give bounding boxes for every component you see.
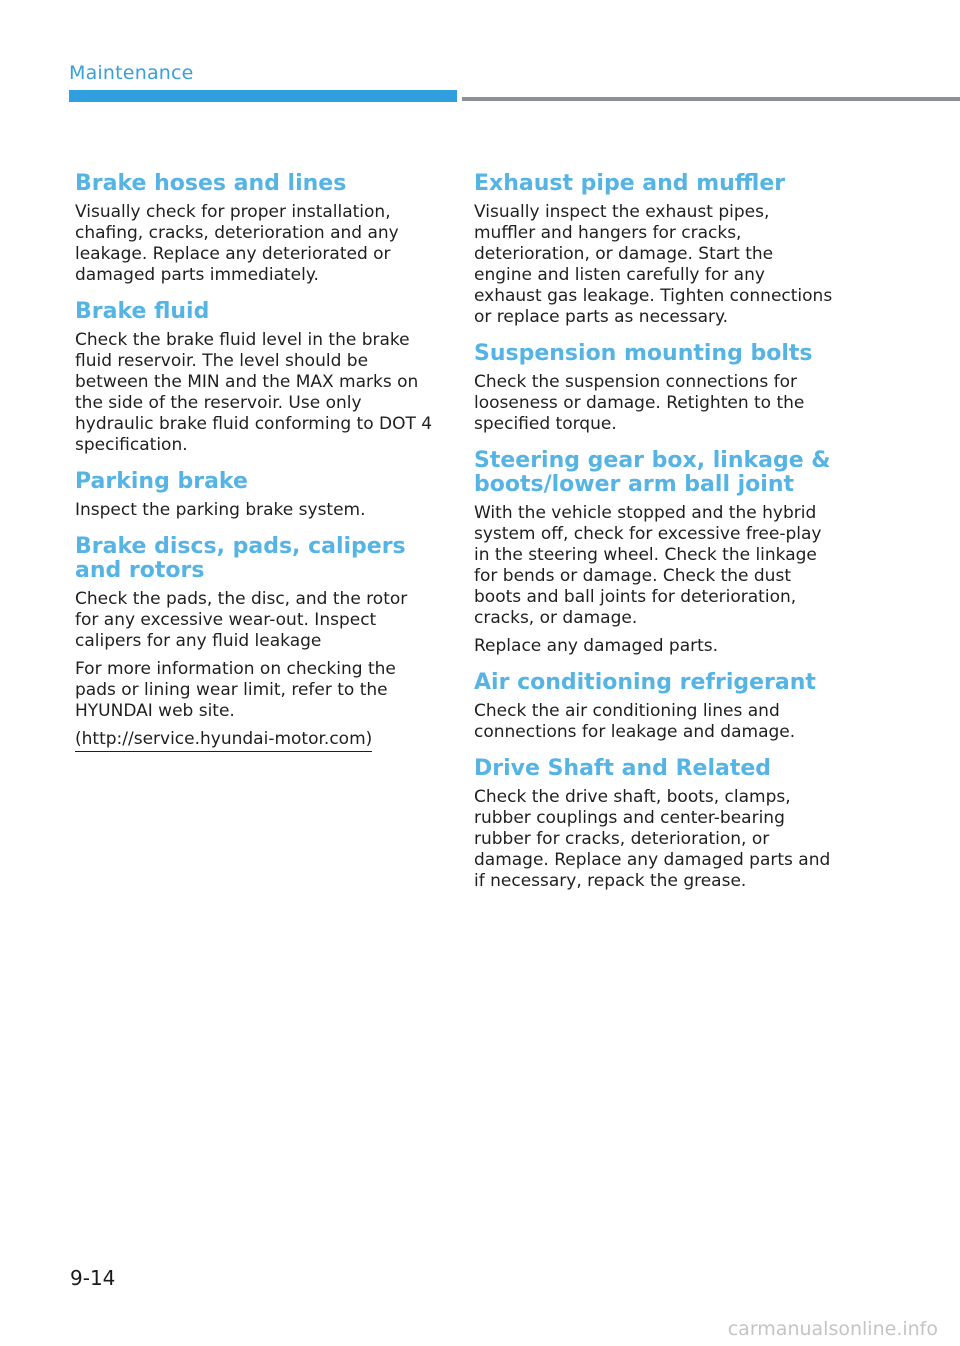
section-paragraph: Visually inspect the exhaust pipes, muffler and hangers for cracks, deterioration, or damage. Start the engine and listen carefully for any exhaust gas leakage. Tighten connections or replace parts as necessary.: [474, 202, 833, 327]
section-heading: Brake hoses and lines: [75, 171, 347, 196]
header-section-title: Maintenance: [69, 62, 194, 84]
header-accent-bar: [69, 90, 457, 102]
section-heading: Brake fluid: [75, 299, 210, 324]
section-brake-discs: [75, 535, 435, 752]
service-link[interactable]: (http://service.hyundai-motor.com): [75, 729, 372, 752]
section-paragraph: Check the pads, the disc, and the rotor for any excessive wear-out. Inspect calipers for any fluid leakage: [75, 589, 408, 651]
section-heading: Drive Shaft and Related: [474, 756, 772, 781]
section-air-conditioning: [474, 671, 834, 743]
section-paragraph: Replace any damaged parts.: [474, 636, 719, 656]
section-paragraph: Check the drive shaft, boots, clamps, rubber couplings and center-bearing rubber for cracks, deterioration, or damage. Replace any damaged parts and if necessary, repack the grease.: [474, 787, 831, 891]
section-suspension: [474, 342, 834, 435]
section-heading: Brake discs, pads, calipers and rotors: [75, 534, 406, 583]
section-paragraph: Visually check for proper installation, chafing, cracks, deterioration and any leakage. Replace any deteriorated or damaged parts immediately.: [75, 202, 399, 285]
header-divider-line: [462, 97, 960, 101]
section-heading: Air conditioning refrigerant: [474, 670, 816, 695]
section-paragraph: Check the air conditioning lines and connections for leakage and damage.: [474, 701, 796, 742]
service-link-paragraph: [75, 729, 435, 752]
section-brake-fluid: [75, 300, 435, 456]
section-paragraph: Check the brake fluid level in the brake fluid reservoir. The level should be between the MIN and the MAX marks on the side of the reservoir. Use only hydraulic brake fluid conforming to DOT 4 specification.: [75, 330, 433, 455]
section-heading: Steering gear box, linkage & boots/lower arm ball joint: [474, 448, 831, 497]
watermark: carmanualsonline.info: [727, 1318, 938, 1340]
section-heading: Parking brake: [75, 469, 248, 494]
section-paragraph: Inspect the parking brake system.: [75, 500, 366, 520]
section-brake-hoses: [75, 172, 435, 286]
left-column: [75, 172, 435, 766]
page-number: 9-14: [70, 1266, 116, 1290]
section-heading: Suspension mounting bolts: [474, 341, 813, 366]
section-drive-shaft: [474, 757, 834, 892]
section-paragraph: With the vehicle stopped and the hybrid system off, check for excessive free-play in the steering wheel. Check the linkage for bends or damage. Check the dust boots and ball joints for deterioration, cracks, or damage.: [474, 503, 822, 628]
section-steering: [474, 449, 834, 657]
section-heading: Exhaust pipe and muffler: [474, 171, 786, 196]
right-column: [474, 172, 834, 906]
section-parking-brake: [75, 470, 435, 521]
section-paragraph: Check the suspension connections for looseness or damage. Retighten to the specified torque.: [474, 372, 805, 434]
section-exhaust: [474, 172, 834, 328]
section-paragraph: For more information on checking the pads or lining wear limit, refer to the HYUNDAI web site.: [75, 659, 396, 721]
